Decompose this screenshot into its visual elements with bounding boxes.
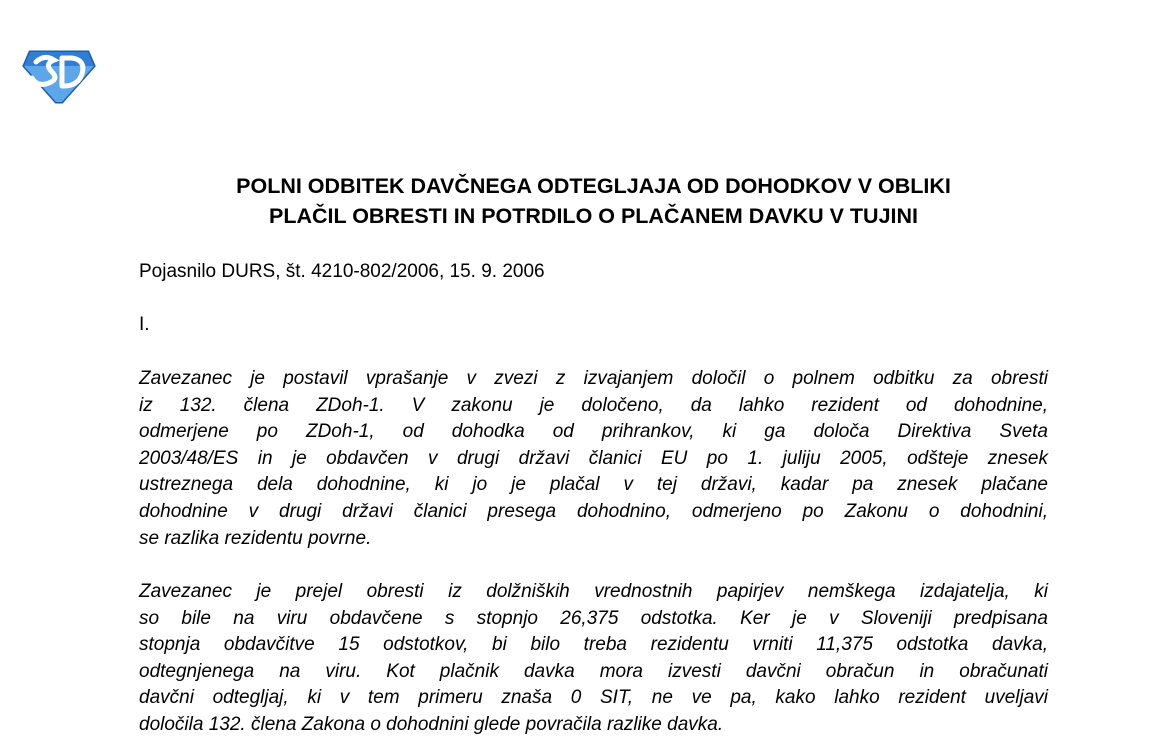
document-title	[100, 171, 1087, 231]
sd-diamond-logo-icon	[22, 48, 96, 104]
paragraph-line: iz 132. člena ZDoh-1. V zakonu je določeno, da lahko rezident od dohodnine,	[139, 394, 1048, 416]
paragraph	[139, 366, 1048, 552]
paragraph-line: se razlika rezidentu povrne.	[139, 527, 372, 549]
title-line: PLAČIL OBRESTI IN POTRDILO O PLAČANEM DAVKU V TUJINI	[268, 204, 918, 228]
paragraph-line: ustreznega dela dohodnine, ki jo je plačal v tej državi, kadar pa znesek plačane	[139, 474, 1048, 496]
paragraph-line: 2003/48/ES in je obdavčen v drugi državi članici EU po 1. juliju 2005, odšteje znesek	[139, 447, 1048, 469]
paragraph-line: dohodnine v drugi državi članici presega dohodnino, odmerjeno po Zakonu o dohodnini,	[139, 500, 1048, 522]
paragraph-line: odmerjene po ZDoh-1, od dohodka od prihrankov, ki ga določa Direktiva Sveta	[139, 421, 1048, 443]
paragraph-line: davčni odtegljaj, ki v tem primeru znaša 0 SIT, ne ve pa, kako lahko rezident uveljavi	[139, 687, 1048, 709]
paragraph-line: Zavezanec je postavil vprašanje v zvezi z izvajanjem določil o polnem odbitku za obresti	[139, 368, 1048, 389]
paragraph-line: določila 132. člena Zakona o dohodnini glede povračila razlike davka.	[139, 713, 724, 735]
paragraph-line: so bile na viru obdavčene s stopnjo 26,375 odstotka. Ker je v Sloveniji predpisana	[139, 607, 1048, 629]
title-line: POLNI ODBITEK DAVČNEGA ODTEGLJAJA OD DOHODKOV V OBLIKI	[236, 174, 951, 198]
paragraph-line: odtegnjenega na viru. Kot plačnik davka mora izvesti davčni obračun in obračunati	[139, 660, 1048, 682]
paragraph	[139, 579, 1048, 739]
document-reference: Pojasnilo DURS, št. 4210-802/2006, 15. 9. 2006	[139, 261, 545, 282]
paragraph-line: stopnja obdavčitve 15 odstotkov, bi bilo treba rezidentu vrniti 11,375 odstotka davka,	[139, 634, 1048, 656]
paragraph-line: Zavezanec je prejel obresti iz dolžniških vrednostnih papirjev nemškega izdajatelja, ki	[139, 581, 1048, 602]
section-number: I.	[139, 314, 150, 335]
